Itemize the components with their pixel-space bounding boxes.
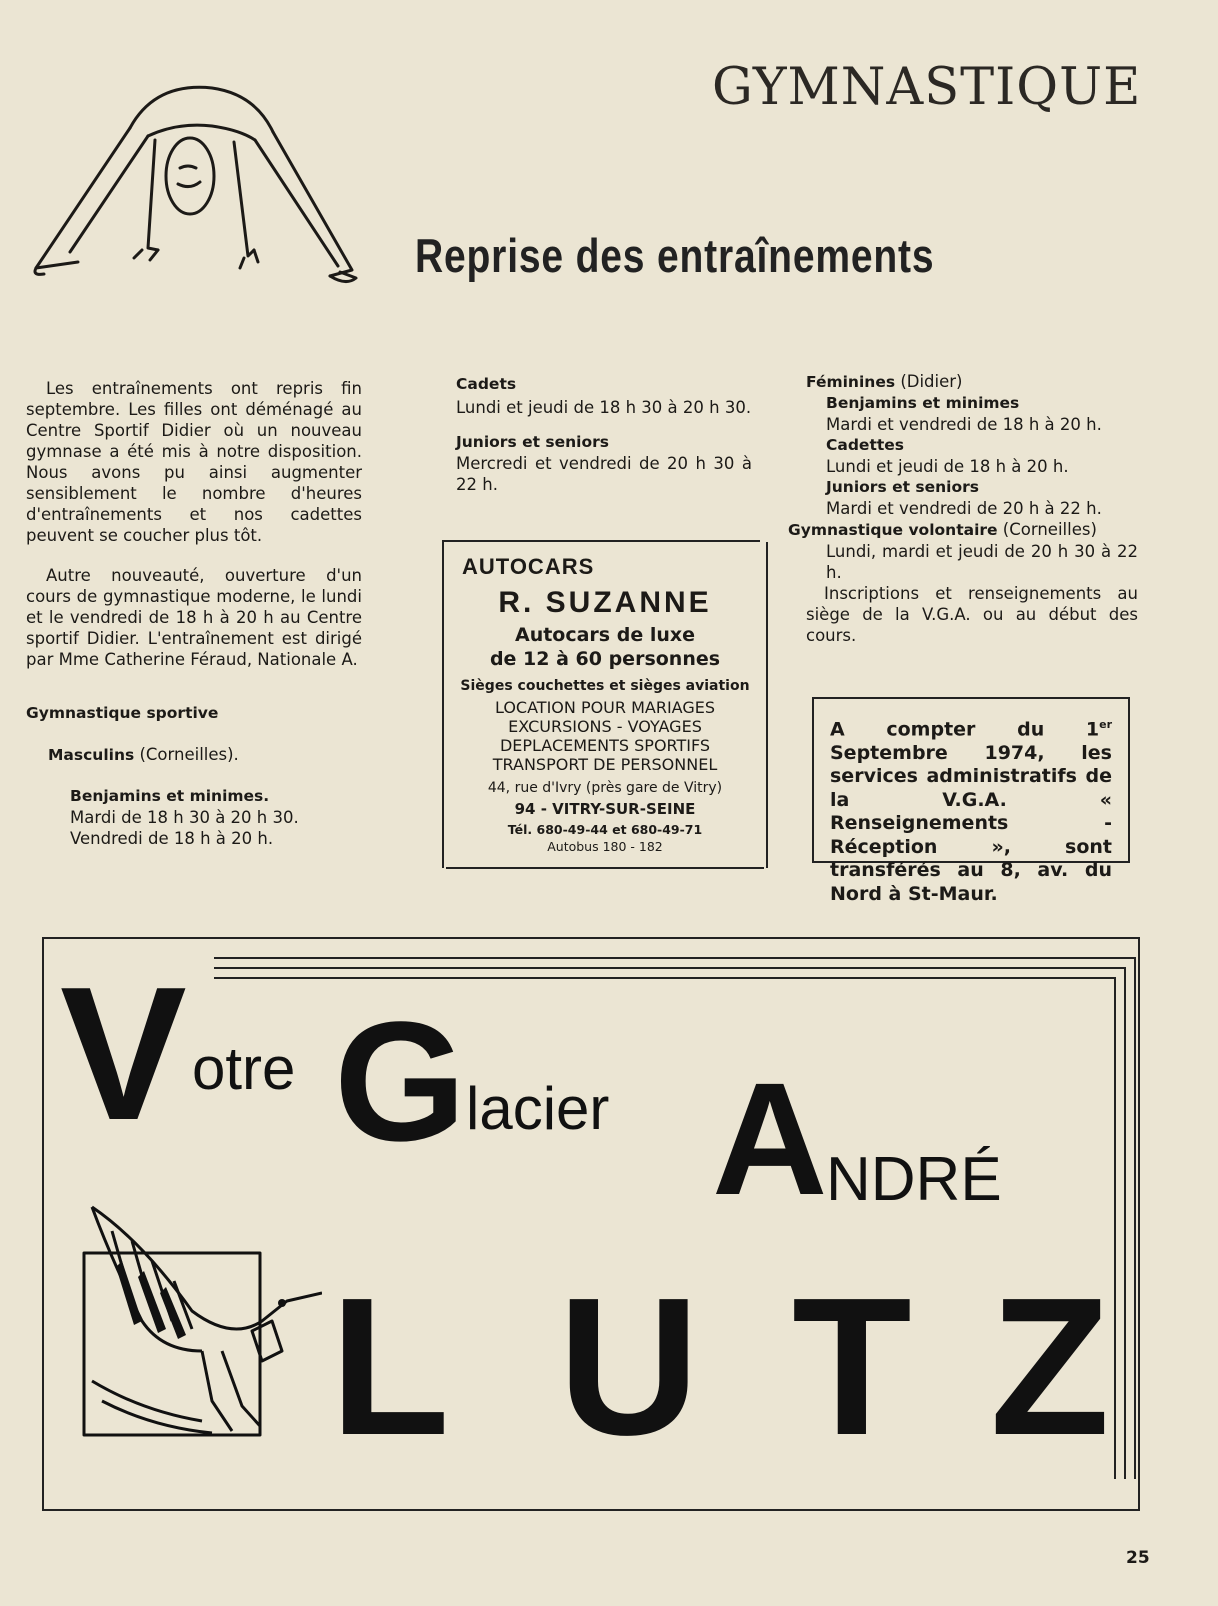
ad-city: 94 - VITRY-SUR-SEINE — [514, 800, 696, 818]
benjamins-title: Benjamins et minimes. — [70, 787, 270, 805]
ad-letter-l: L — [330, 1257, 450, 1476]
bird-illustration — [82, 1201, 322, 1451]
section-title: GYMNASTIQUE — [712, 58, 1142, 117]
volontaire-place: (Corneilles) — [1002, 520, 1097, 539]
juniors-text: Mercredi et vendredi de 20 h 30 à 22 h. — [456, 454, 752, 494]
feminines-place: (Didier) — [900, 372, 963, 391]
cadets-text: Lundi et jeudi de 18 h 30 à 20 h 30. — [456, 398, 752, 417]
ad-service-3: DEPLACEMENTS SPORTIFS — [499, 736, 711, 755]
gym-sportive-title: Gymnastique sportive — [26, 704, 219, 722]
ad-brand: AUTOCARS — [462, 554, 595, 579]
volontaire-title: Gymnastique volontaire — [788, 521, 998, 539]
ad-letter-g: G — [334, 987, 467, 1177]
notice-box — [812, 697, 1130, 905]
volontaire-text: Lundi, mardi et jeudi de 20 h 30 à 22 h. — [826, 542, 1138, 582]
autocars-ad — [442, 542, 768, 868]
ad-letter-u: U — [558, 1257, 700, 1476]
page-number: 25 — [1126, 1548, 1150, 1568]
ad-word-ndre: NDRÉ — [826, 1145, 1002, 1214]
benjamins-line-2: Vendredi de 18 h à 20 h. — [70, 829, 274, 848]
volontaire-line — [788, 519, 1138, 541]
gymnast-illustration — [30, 80, 370, 290]
ad-service-1: LOCATION POUR MARIAGES — [494, 698, 716, 717]
ad-tagline-1: Autocars de luxe — [514, 624, 696, 646]
ad-seats: Sièges couchettes et sièges aviation — [460, 678, 750, 694]
intro-paragraph: Les entraînements ont repris fin septembre. Les filles ont déménagé au Centre Sportif Didier où un nouveau gymnase a été mis à notre disposition. Nous avons pu ainsi augmenter sensiblement le nombre d'heures d'entraînements et nos cadettes peuvent se coucher plus tôt. — [26, 379, 362, 545]
column-3 — [788, 371, 1138, 646]
fem-juniors-title: Juniors et seniors — [826, 478, 979, 496]
benjamins-line-1: Mardi de 18 h 30 à 20 h 30. — [70, 808, 299, 827]
ad-service-2: EXCURSIONS - VOYAGES — [508, 717, 702, 736]
ad-letter-v: V — [60, 948, 187, 1160]
cadettes-title: Cadettes — [826, 436, 904, 454]
masculins-title: Masculins — [48, 746, 135, 764]
feminines-line — [806, 371, 1138, 393]
notice-superscript: er — [1099, 718, 1112, 731]
masculins-line — [26, 744, 362, 766]
notice-text-start: A compter du 1 — [830, 718, 1100, 741]
ad-company-name: R. SUZANNE — [498, 586, 712, 619]
feminines-title: Féminines — [806, 373, 896, 391]
ad-letter-a: A — [712, 1049, 828, 1228]
headline: Reprise des entraînements — [415, 229, 935, 282]
ad-letter-t: T — [792, 1257, 912, 1476]
ad-phone: Tél. 680-49-44 et 680-49-71 — [507, 822, 703, 837]
inscriptions-text: Inscriptions et renseignements au siège de la V.G.A. ou au début des cours. — [806, 584, 1138, 645]
masculins-place: (Corneilles). — [139, 745, 239, 764]
notice-text-end: Septembre 1974, les services administratifs de la V.G.A. « Renseignements - Réception », sont transférés au 8, av. du Nord à St-Maur. — [830, 741, 1112, 905]
cadettes-text: Lundi et jeudi de 18 h à 20 h. — [826, 457, 1069, 476]
column-2 — [456, 374, 752, 495]
glacier-ad — [42, 937, 1140, 1511]
modern-gym-paragraph: Autre nouveauté, ouverture d'un cours de gymnastique moderne, le lundi et le vendredi de 18 h à 20 h au Centre sportif Didier. L'entraînement est dirigé par Mme Catherine Féraud, Nationale A. — [26, 566, 362, 669]
ad-service-4: TRANSPORT DE PERSONNEL — [492, 755, 718, 774]
fem-benjamins-title: Benjamins et minimes — [826, 394, 1020, 412]
ad-address: 44, rue d'Ivry (près gare de Vitry) — [487, 780, 723, 796]
column-1 — [26, 378, 362, 849]
ad-bus: Autobus 180 - 182 — [547, 839, 663, 854]
ad-letter-z: Z — [990, 1257, 1110, 1476]
ad-tagline-2: de 12 à 60 personnes — [489, 648, 721, 670]
fem-juniors-text: Mardi et vendredi de 20 h à 22 h. — [826, 499, 1102, 518]
ad-word-lacier: lacier — [466, 1075, 610, 1142]
ad-bottom-rule — [446, 867, 764, 869]
juniors-title: Juniors et seniors — [456, 433, 609, 451]
fem-benjamins-text: Mardi et vendredi de 18 h à 20 h. — [826, 415, 1102, 434]
ad-word-otre: otre — [192, 1035, 296, 1102]
cadets-title: Cadets — [456, 375, 517, 393]
